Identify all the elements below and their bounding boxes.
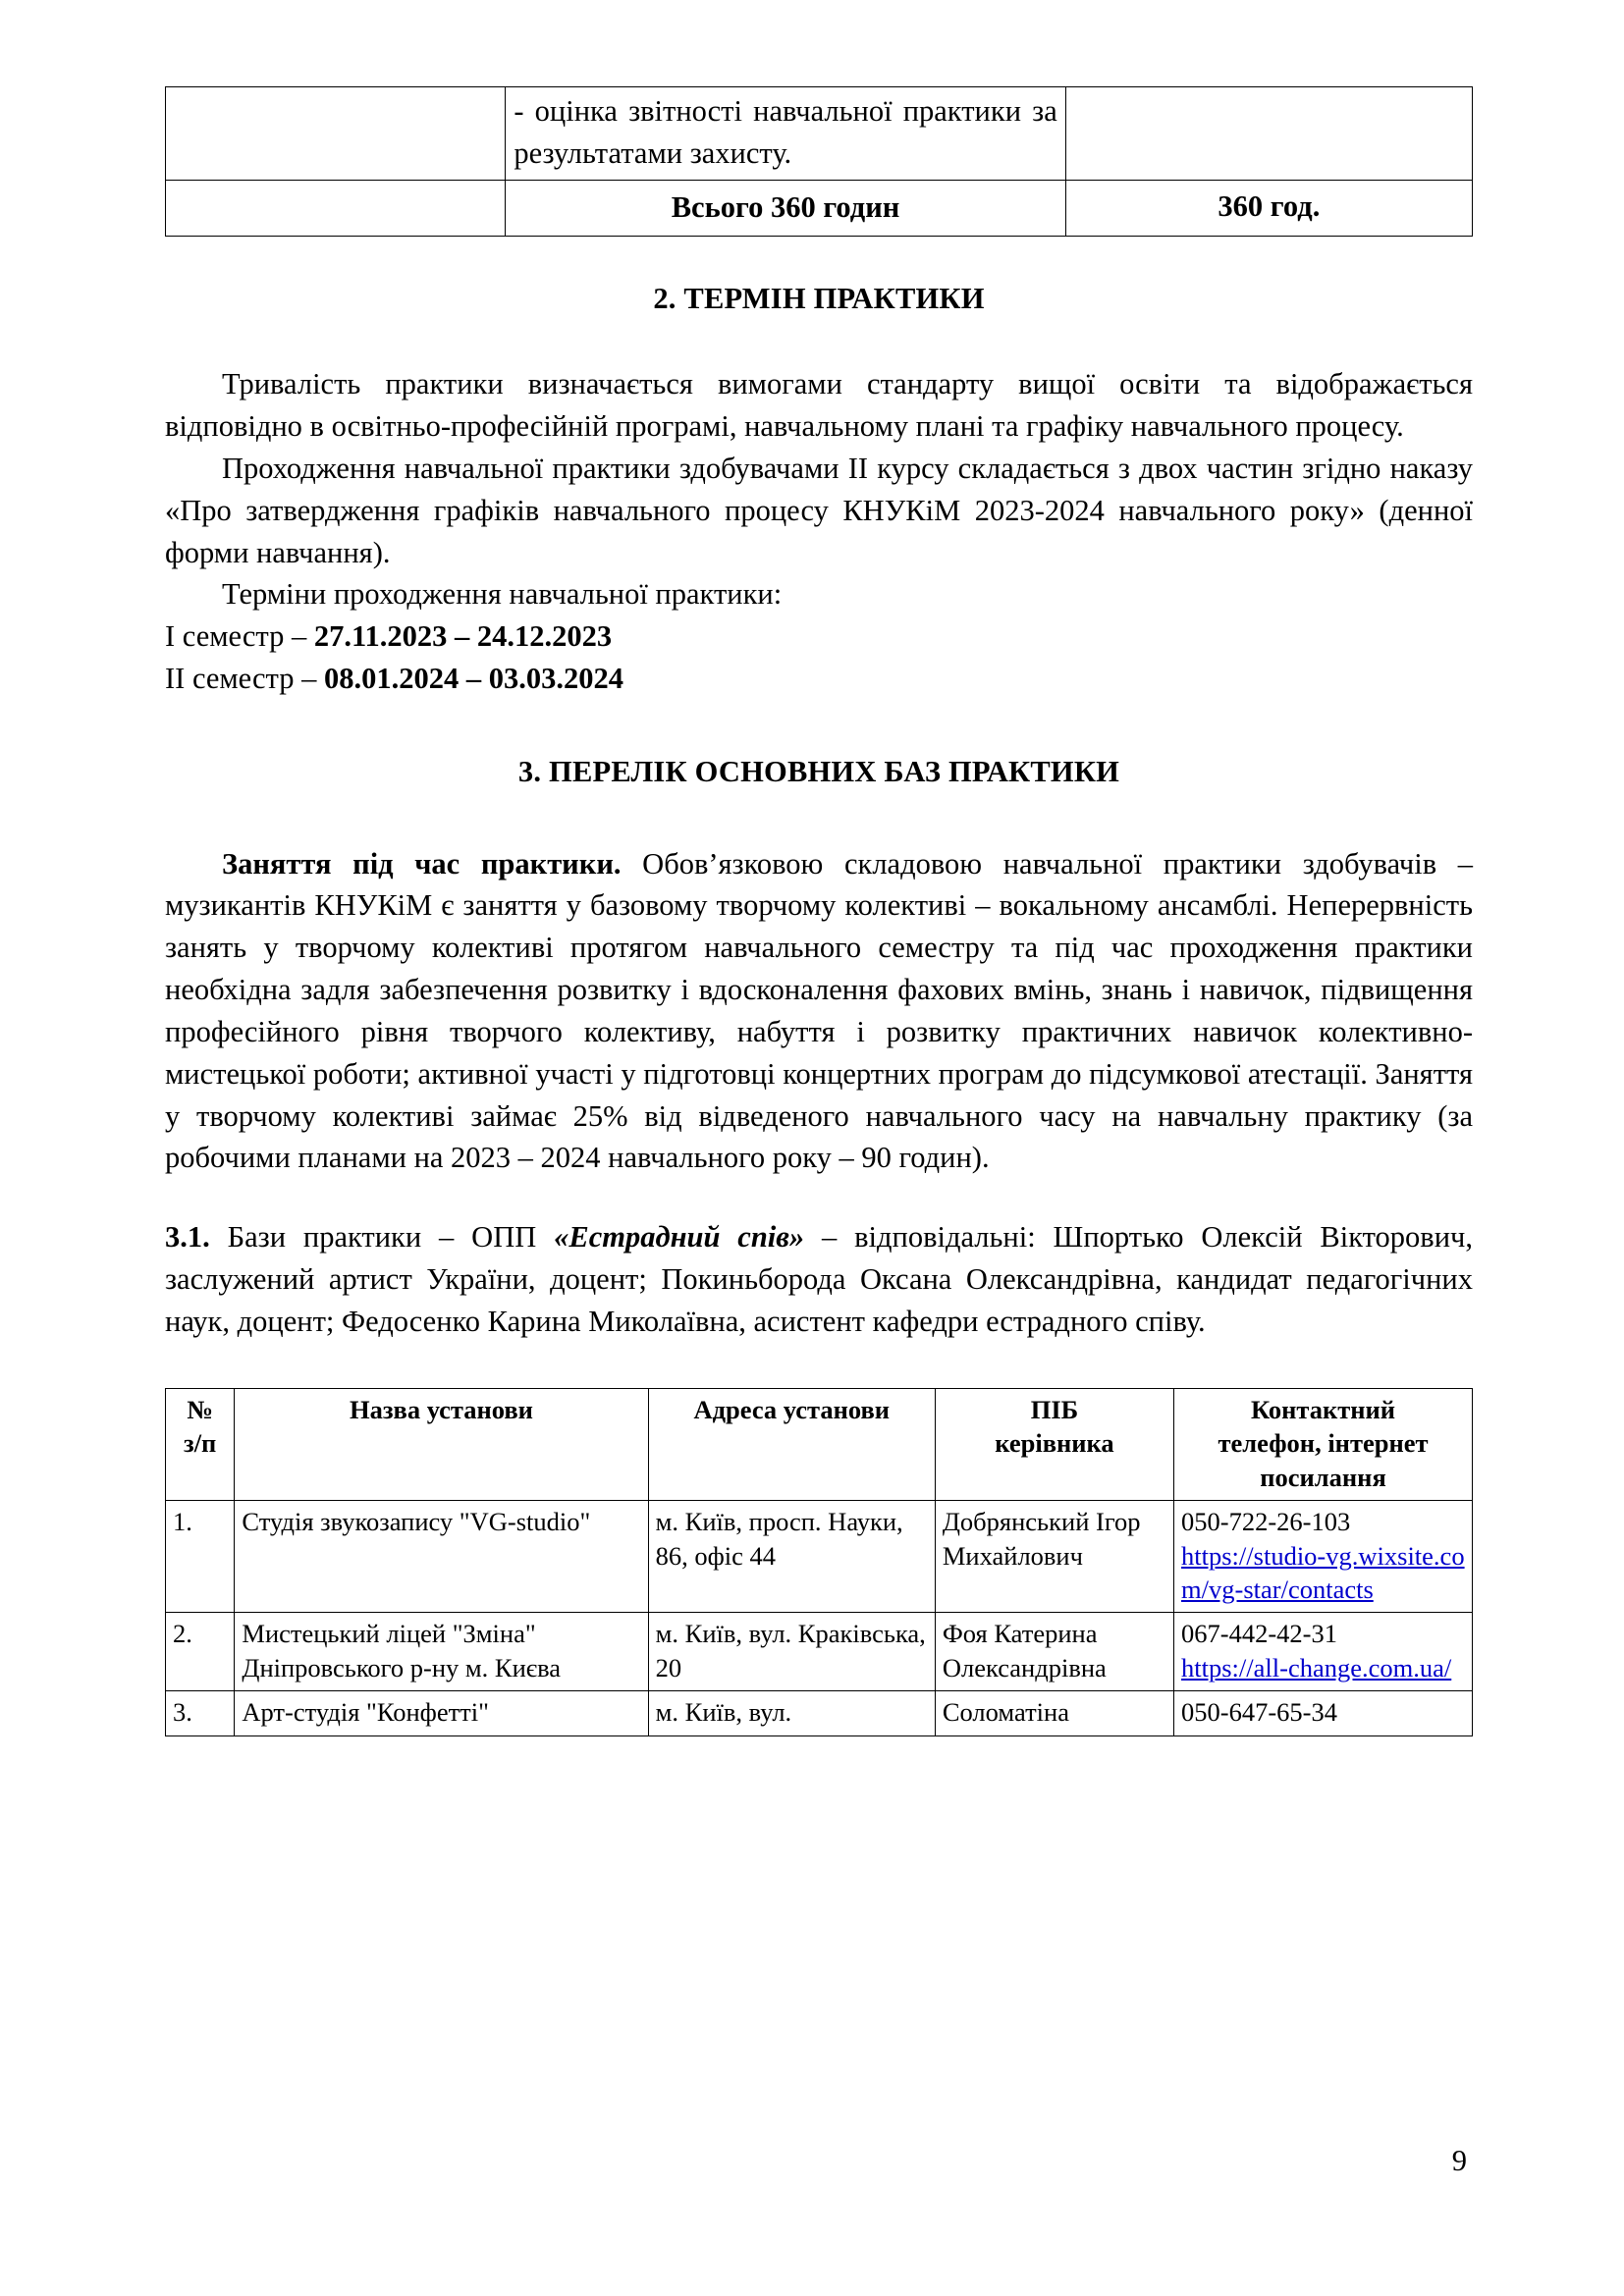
header-supervisor-line-1: ПІБ <box>1030 1394 1079 1424</box>
spacer <box>165 1179 1473 1216</box>
row-contact <box>1174 1691 1473 1735</box>
section-3-lead-paragraph <box>165 843 1473 1180</box>
table-row <box>166 87 1473 181</box>
page-content <box>165 0 1473 1736</box>
section-2-paragraph-3: Терміни проходження навчальної практики: <box>222 577 783 612</box>
row-institution-name: Арт-студія "Конфетті" <box>235 1691 648 1735</box>
item-3-1-number: 3.1. <box>165 1220 210 1255</box>
lead-body-text: Обов’язковою складовою навчальної практики здобувачів – музикантів КНУКіМ є заняття у базовому творчому колективі – вокальному ансамблі. Неперервність занять у творчому колективі протягом навчального семестру та під час проходження практики необхідна задля забезпечення розвитку і вдосконалення фахових вмінь, знань і навичок, підвищення професійного рівня творчого колективу, набуття і розвитку практичних навичок колективно-мистецької роботи; активної участі у підготовці концертних програм до підсумкової атестації. Заняття у творчому колективі займає 25% від відведеного навчального часу на навчальну практику (за робочими планами на 2023 – 2024 навчального року – 90 годин). <box>165 846 1473 1175</box>
header-contact-line-3: посилання <box>1260 1462 1386 1492</box>
semester-1-dates: 27.11.2023 – 24.12.2023 <box>313 619 613 654</box>
row-number: 2. <box>166 1613 235 1691</box>
total-label-cell: Всього 360 годин <box>506 180 1065 236</box>
item-3-1-program-name: «Естрадний спів» <box>554 1220 805 1255</box>
row-supervisor: Соломатіна <box>935 1691 1173 1735</box>
hours-empty-cell-right <box>1065 87 1472 181</box>
table-row <box>166 1691 1473 1735</box>
header-contact-line-2: телефон, інтернет <box>1218 1428 1429 1459</box>
column-header-supervisor <box>935 1388 1173 1500</box>
row-website-link[interactable]: https://all-change.com.ua/ <box>1181 1652 1452 1682</box>
hours-empty-cell <box>166 87 506 181</box>
section-2-paragraph-2: Проходження навчальної практики здобувачами ІІ курсу складається з двох частин згідно наказу «Про затвердження графіків навчального процесу КНУКіМ 2023-2024 навчального року» (денної форми навчання). <box>165 451 1473 569</box>
header-institution-name-line: Назва установи <box>350 1394 533 1424</box>
column-header-institution-address <box>648 1388 935 1500</box>
page-number: 9 <box>1451 2144 1467 2177</box>
total-value-cell: 360 год. <box>1065 180 1472 236</box>
semester-1-line <box>165 615 1473 658</box>
row-contact <box>1174 1613 1473 1691</box>
row-supervisor: Добрянський Ігор Михайлович <box>935 1501 1173 1613</box>
semester-2-label: ІІ семестр – <box>165 662 324 696</box>
semester-2-dates: 08.01.2024 – 03.03.2024 <box>323 662 623 696</box>
table-header-row <box>166 1388 1473 1500</box>
item-3-1-part-1: Бази практики – ОПП <box>209 1220 555 1255</box>
header-supervisor-line-2: керівника <box>995 1428 1114 1459</box>
row-phone: 067-442-42-31 <box>1181 1619 1337 1649</box>
row-institution-address: м. Київ, просп. Науки, 86, офіс 44 <box>648 1501 935 1613</box>
hours-table <box>165 86 1473 237</box>
practice-bases-table <box>165 1388 1473 1736</box>
row-institution-address: м. Київ, вул. <box>648 1691 935 1735</box>
row-number: 3. <box>166 1691 235 1735</box>
row-supervisor: Фоя Катерина Олександрівна <box>935 1613 1173 1691</box>
hours-criteria-text: оцінка звітності навчальної практики за результатами захисту. <box>514 94 1057 170</box>
row-website-link[interactable]: https://studio-vg.wixsite.com/vg-star/contacts <box>1181 1540 1465 1605</box>
table-row <box>166 1613 1473 1691</box>
table-row <box>166 1501 1473 1613</box>
header-contact-line-1: Контактний <box>1250 1394 1396 1424</box>
top-spacer <box>165 0 1473 86</box>
column-header-number <box>166 1388 235 1500</box>
semester-1-label: І семестр – <box>165 619 314 654</box>
row-contact <box>1174 1501 1473 1613</box>
lead-bold-label: Заняття під час практики. <box>222 846 622 881</box>
spacer <box>165 792 1473 843</box>
table-row <box>166 180 1473 236</box>
section-2-paragraph-1: Тривалість практики визначається вимогами стандарту вищої освіти та відображається відповідно в освітньо-професійній програмі, навчальному плані та графіку навчального процесу. <box>165 367 1473 444</box>
spacer <box>165 237 1473 280</box>
row-institution-name: Мистецький ліцей "Зміна" Дніпровського р-ну м. Києва <box>235 1613 648 1691</box>
total-empty-cell <box>166 180 506 236</box>
header-institution-address-line: Адреса установи <box>693 1394 891 1424</box>
row-institution-address: м. Київ, вул. Краківська, 20 <box>648 1613 935 1691</box>
row-number: 1. <box>166 1501 235 1613</box>
spacer <box>165 1343 1473 1388</box>
column-header-institution-name <box>235 1388 648 1500</box>
hours-criteria-cell <box>506 87 1065 181</box>
semester-2-line <box>165 658 1473 700</box>
section-2-heading: 2. ТЕРМІН ПРАКТИКИ <box>653 281 985 315</box>
row-phone: 050-647-65-34 <box>1181 1697 1337 1728</box>
section-3-heading: 3. ПЕРЕЛІК ОСНОВНИХ БАЗ ПРАКТИКИ <box>517 754 1120 788</box>
row-phone: 050-722-26-103 <box>1181 1507 1351 1537</box>
spacer <box>165 700 1473 753</box>
item-3-1-part-2: – відповідальні: Шпортько Олексій Вікторович, заслужений артист України, доцент; Покиньборода Оксана Олександрівна, кандидат педагогічних наук, доцент; Федосенко Карина Миколаївна, асистент кафедри естрадного співу. <box>165 1220 1473 1338</box>
row-institution-name: Студія звукозапису "VG-studio" <box>235 1501 648 1613</box>
bullet-dash: - <box>514 94 524 128</box>
column-header-contact <box>1174 1388 1473 1500</box>
spacer <box>165 318 1473 363</box>
header-number-line-1: № <box>187 1394 213 1424</box>
header-number-line-2: з/п <box>184 1428 217 1459</box>
section-3-1-paragraph <box>165 1216 1473 1343</box>
